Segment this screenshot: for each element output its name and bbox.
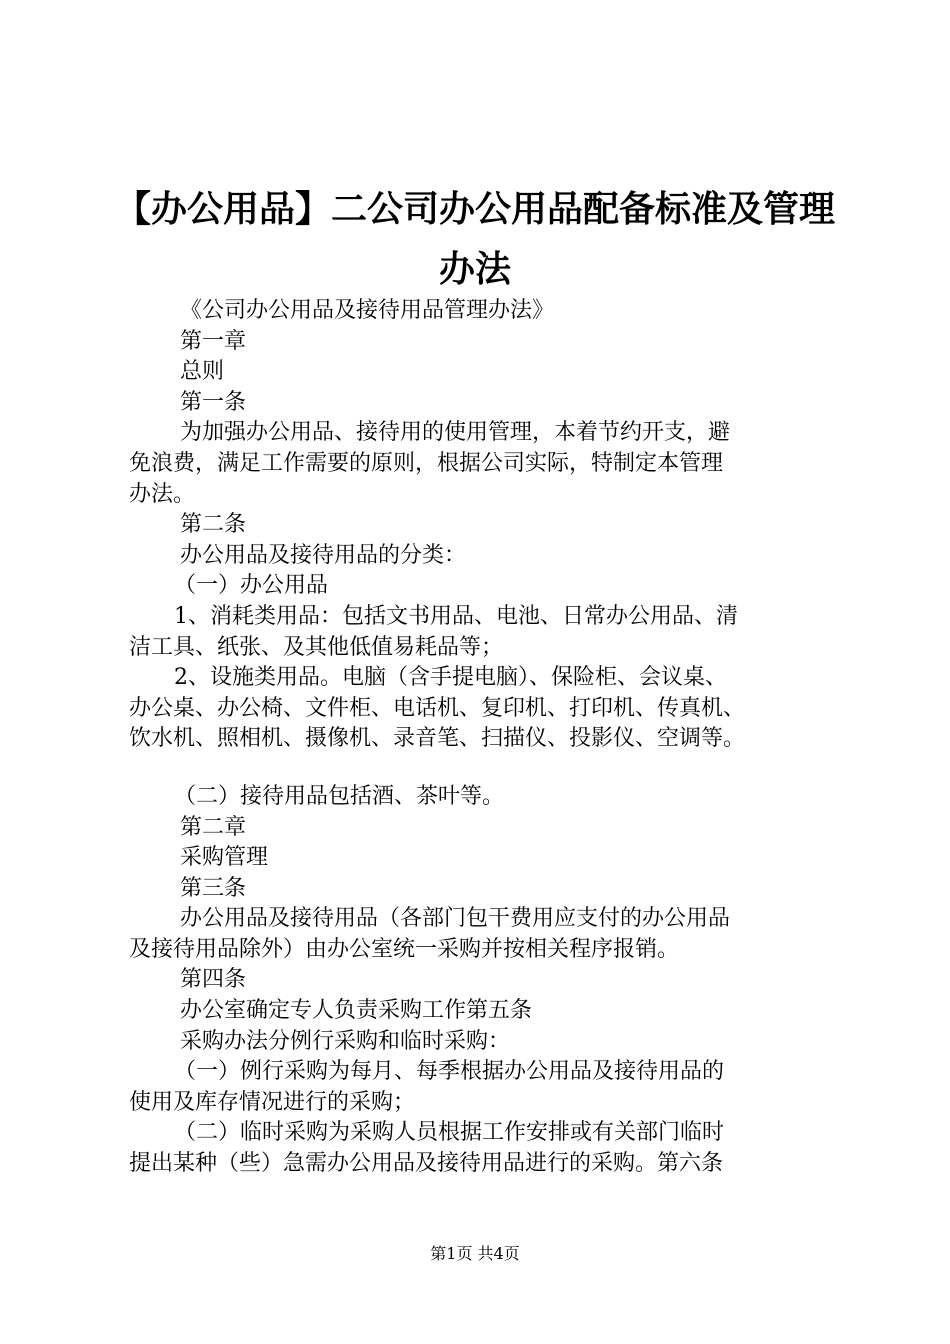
paragraph-line: 办公桌、办公椅、文件柜、电话机、复印机、打印机、传真机、: [129, 695, 746, 721]
paragraph-line: 及接待用品除外）由办公室统一采购并按相关程序报销。: [129, 936, 680, 962]
paragraph-line: 采购办法分例行采购和临时采购：: [180, 1028, 511, 1054]
article-heading: 第三条: [180, 875, 247, 901]
chapter-title: 总则: [180, 359, 225, 385]
chapter-heading: 第二章: [180, 814, 247, 840]
page-footer: 第1页 共4页: [430, 1244, 520, 1263]
article-heading: 第二条: [180, 512, 247, 538]
paragraph-line: 为加强办公用品、接待用的使用管理，本着节约开支，避: [180, 420, 731, 446]
blank-line: [129, 755, 829, 782]
paragraph-line: （一）例行采购为每月、每季根据办公用品及接待用品的: [174, 1059, 725, 1085]
paragraph-line: 提出某种（些）急需办公用品及接待用品进行的采购。第六条: [129, 1151, 724, 1177]
article-heading: 第一条: [180, 389, 247, 415]
paragraph-line: 办公室确定专人负责采购工作第五条: [180, 998, 533, 1024]
paragraph-line: 2、设施类用品。电脑（含手提电脑）、保险柜、会议桌、: [174, 665, 727, 691]
paragraph-line: （二）接待用品包括酒、茶叶等。: [174, 783, 505, 809]
chapter-heading: 第一章: [180, 328, 247, 354]
paragraph-line: 1、消耗类用品：包括文书用品、电池、日常办公用品、清: [174, 603, 738, 629]
paragraph-line: 办公用品及接待用品（各部门包干费用应支付的办公用品: [180, 906, 731, 932]
paragraph-line: （二）临时采购为采购人员根据工作安排或有关部门临时: [174, 1120, 725, 1146]
paragraph-line: 办公用品及接待用品的分类：: [180, 542, 467, 568]
document-title-line-1: 【办公用品】二公司办公用品配备标准及管理: [114, 189, 835, 230]
document-body: [129, 296, 829, 1180]
document-title-line-2: 办法: [438, 249, 511, 290]
paragraph-line: 使用及库存情况进行的采购；: [129, 1089, 416, 1115]
paragraph-line: 饮水机、照相机、摄像机、录音笔、扫描仪、投影仪、空调等。: [129, 726, 746, 752]
article-heading: 第四条: [180, 967, 247, 993]
chapter-title: 采购管理: [180, 845, 269, 871]
paragraph-line: 免浪费，满足工作需要的原则，根据公司实际，特制定本管理: [129, 450, 724, 476]
paragraph-line: 办法。: [129, 481, 196, 507]
paragraph-line: （一）办公用品: [174, 573, 329, 599]
subtitle: 《公司办公用品及接待用品管理办法》: [180, 298, 555, 323]
paragraph-line: 洁工具、纸张、及其他低值易耗品等；: [129, 634, 504, 660]
